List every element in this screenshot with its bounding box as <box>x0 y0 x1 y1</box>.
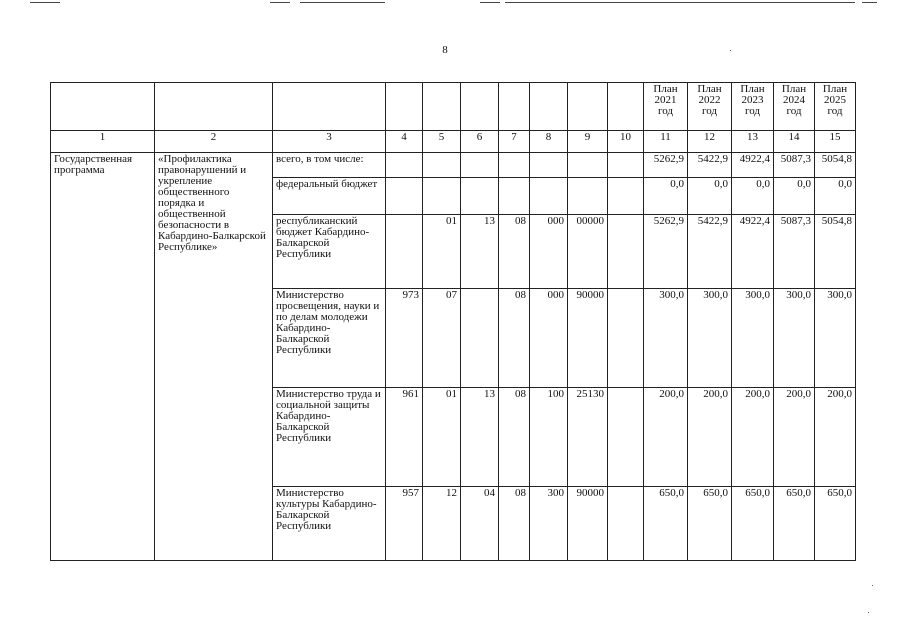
header-plan-2023: План 2023 год <box>732 83 774 131</box>
value-cell: 650,0 <box>644 487 688 561</box>
value-cell: 5054,8 <box>815 153 856 178</box>
code-cell: 01 <box>423 215 461 289</box>
column-number: 7 <box>499 131 530 153</box>
code-cell <box>608 388 644 487</box>
code-cell: 25130 <box>568 388 608 487</box>
value-cell: 5054,8 <box>815 215 856 289</box>
column-number: 8 <box>530 131 568 153</box>
column-number-row <box>51 131 856 153</box>
code-cell <box>608 215 644 289</box>
code-cell: 000 <box>530 215 568 289</box>
page-number: 8 <box>442 44 448 56</box>
value-cell: 300,0 <box>815 289 856 388</box>
code-cell: 04 <box>461 487 499 561</box>
column-number: 5 <box>423 131 461 153</box>
code-cell <box>608 289 644 388</box>
header-cell <box>386 83 423 131</box>
column-number: 2 <box>155 131 273 153</box>
column-number: 15 <box>815 131 856 153</box>
value-cell: 300,0 <box>688 289 732 388</box>
code-cell: 973 <box>386 289 423 388</box>
funding-source: федеральный бюджет <box>273 178 386 215</box>
column-number: 10 <box>608 131 644 153</box>
header-cell <box>423 83 461 131</box>
header-cell <box>461 83 499 131</box>
value-cell: 650,0 <box>688 487 732 561</box>
header-plan-2021: План 2021 год <box>644 83 688 131</box>
code-cell: 12 <box>423 487 461 561</box>
header-cell <box>608 83 644 131</box>
code-cell: 957 <box>386 487 423 561</box>
code-cell: 90000 <box>568 487 608 561</box>
code-cell: 01 <box>423 388 461 487</box>
value-cell: 0,0 <box>644 178 688 215</box>
column-number: 3 <box>273 131 386 153</box>
value-cell: 200,0 <box>688 388 732 487</box>
header-cell <box>51 83 155 131</box>
code-cell <box>423 153 461 178</box>
value-cell: 300,0 <box>774 289 815 388</box>
code-cell <box>608 178 644 215</box>
scan-speck <box>730 50 731 51</box>
column-number: 12 <box>688 131 732 153</box>
scan-edge-marks <box>0 0 905 8</box>
value-cell: 0,0 <box>774 178 815 215</box>
value-cell: 5262,9 <box>644 153 688 178</box>
code-cell <box>386 178 423 215</box>
value-cell: 300,0 <box>644 289 688 388</box>
code-cell: 08 <box>499 215 530 289</box>
value-cell: 200,0 <box>732 388 774 487</box>
code-cell: 100 <box>530 388 568 487</box>
value-cell: 5422,9 <box>688 153 732 178</box>
code-cell <box>423 178 461 215</box>
value-cell: 5087,3 <box>774 153 815 178</box>
header-cell <box>530 83 568 131</box>
value-cell: 200,0 <box>644 388 688 487</box>
program-type: Государственная программа <box>51 153 155 561</box>
value-cell: 200,0 <box>815 388 856 487</box>
value-cell: 4922,4 <box>732 153 774 178</box>
column-number: 14 <box>774 131 815 153</box>
header-cell <box>568 83 608 131</box>
value-cell: 4922,4 <box>732 215 774 289</box>
column-number: 6 <box>461 131 499 153</box>
code-cell: 000 <box>530 289 568 388</box>
header-cell <box>273 83 386 131</box>
column-number: 1 <box>51 131 155 153</box>
code-cell: 08 <box>499 487 530 561</box>
column-number: 11 <box>644 131 688 153</box>
value-cell: 5422,9 <box>688 215 732 289</box>
header-row <box>51 83 856 131</box>
value-cell: 650,0 <box>774 487 815 561</box>
code-cell: 961 <box>386 388 423 487</box>
code-cell: 08 <box>499 388 530 487</box>
value-cell: 200,0 <box>774 388 815 487</box>
funding-source: республиканский бюджет Кабардино-Балкарской Республики <box>273 215 386 289</box>
code-cell: 90000 <box>568 289 608 388</box>
code-cell: 07 <box>423 289 461 388</box>
code-cell <box>386 215 423 289</box>
value-cell: 5087,3 <box>774 215 815 289</box>
value-cell: 0,0 <box>815 178 856 215</box>
funding-source: всего, в том числе: <box>273 153 386 178</box>
header-plan-2022: План 2022 год <box>688 83 732 131</box>
header-cell <box>499 83 530 131</box>
code-cell <box>461 289 499 388</box>
code-cell <box>499 178 530 215</box>
code-cell: 00000 <box>568 215 608 289</box>
value-cell: 0,0 <box>688 178 732 215</box>
value-cell: 0,0 <box>732 178 774 215</box>
code-cell <box>499 153 530 178</box>
value-cell: 650,0 <box>732 487 774 561</box>
code-cell <box>530 153 568 178</box>
funding-source: Министерство культуры Кабардино-Балкарской Республики <box>273 487 386 561</box>
header-plan-2025: План 2025 год <box>815 83 856 131</box>
code-cell <box>568 153 608 178</box>
budget-table <box>50 82 856 561</box>
column-number: 13 <box>732 131 774 153</box>
value-cell: 650,0 <box>815 487 856 561</box>
code-cell: 300 <box>530 487 568 561</box>
header-plan-2024: План 2024 год <box>774 83 815 131</box>
program-name: «Профилактика правонарушений и укрепление общественного порядка и общественной безопасности в Кабардино-Балкарской Республике» <box>155 153 273 561</box>
code-cell <box>608 153 644 178</box>
table-row <box>51 153 856 178</box>
code-cell <box>568 178 608 215</box>
code-cell: 13 <box>461 215 499 289</box>
code-cell: 08 <box>499 289 530 388</box>
code-cell <box>530 178 568 215</box>
value-cell: 5262,9 <box>644 215 688 289</box>
header-cell <box>155 83 273 131</box>
code-cell: 13 <box>461 388 499 487</box>
funding-source: Министерство труда и социальной защиты Кабардино-Балкарской Республики <box>273 388 386 487</box>
scan-speck <box>868 612 869 613</box>
scan-speck <box>872 585 873 586</box>
column-number: 4 <box>386 131 423 153</box>
column-number: 9 <box>568 131 608 153</box>
funding-source: Министерство просвещения, науки и по делам молодежи Кабардино-Балкарской Республики <box>273 289 386 388</box>
code-cell <box>608 487 644 561</box>
code-cell <box>386 153 423 178</box>
code-cell <box>461 178 499 215</box>
code-cell <box>461 153 499 178</box>
value-cell: 300,0 <box>732 289 774 388</box>
